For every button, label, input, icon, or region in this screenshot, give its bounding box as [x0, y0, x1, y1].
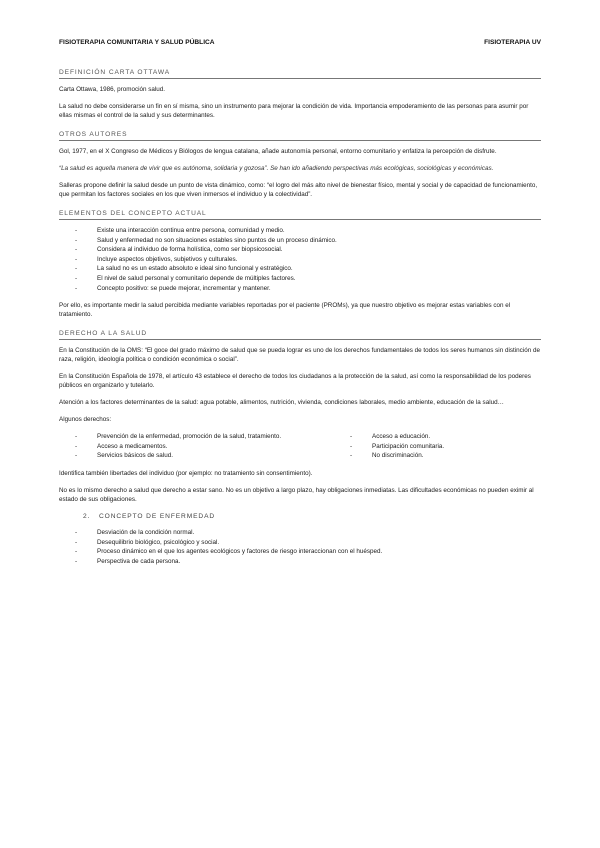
list-item: - Existe una interacción continua entre persona, comunidad y medio.: [75, 226, 541, 236]
rights-columns: [59, 432, 541, 461]
list-item: - No discriminación.: [350, 451, 444, 461]
list-item: - Perspectiva de cada persona.: [75, 557, 541, 567]
paragraph: En la Constitución Española de 1978, el artículo 43 establece el derecho de todos los ciudadanos a la protección de la salud, así como la responsabilidad de los poderes públicos en organizarlo y tutelarlo.: [59, 373, 531, 390]
page-header: [59, 38, 541, 60]
paragraph: Carta Ottawa, 1986, promoción salud.: [59, 86, 166, 93]
list-item: - Concepto positivo: se puede mejorar, incrementar y mantener.: [75, 284, 541, 294]
list-item: - El nivel de salud personal y comunitario depende de múltiples factores.: [75, 274, 541, 284]
section-title-elementos: ELEMENTOS DEL CONCEPTO ACTUAL: [59, 209, 541, 220]
enfermedad-list: [75, 528, 541, 566]
section-heading: CONCEPTO DE ENFERMEDAD: [99, 512, 216, 520]
rights-list-2: [350, 432, 444, 461]
elementos-list: [75, 226, 541, 293]
header-left-title: FISIOTERAPIA COMUNITARIA Y SALUD PÚBLICA: [59, 39, 215, 46]
list-item: - Prevención de la enfermedad, promoción de la salud, tratamiento.: [75, 432, 334, 442]
paragraph: No es lo mismo derecho a salud que derecho a estar sano. No es un objetivo a largo plazo, hay obligaciones inmediatas. Las dificultades económicas no pueden eximir al estado de sus obligaciones.: [59, 486, 534, 503]
section-number: 2.: [83, 512, 91, 520]
paragraph: Identifica también libertades del individuo (por ejemplo: no tratamiento sin consentimiento).: [59, 469, 313, 477]
section-title-derecho: DERECHO A LA SALUD: [59, 329, 541, 340]
list-item: - Incluye aspectos objetivos, subjetivos y culturales.: [75, 255, 541, 265]
list-item: - Servicios básicos de salud.: [75, 451, 334, 461]
rights-intro: Algunos derechos:: [59, 416, 112, 424]
section-title-ottawa: DEFINICIÓN CARTA OTTAWA: [59, 68, 541, 79]
list-item: - Salud y enfermedad no son situaciones estables sino puntos de un proceso dinámico.: [75, 236, 541, 246]
list-item: - Participación comunitaria.: [350, 442, 444, 452]
list-item: - Desequilibrio biológico, psicológico y social.: [75, 538, 541, 548]
paragraph: Atención a los factores determinantes de la salud: agua potable, alimentos, nutrición, vivienda, condiciones laborales, medio ambiente, educación de la salud…: [59, 399, 504, 407]
list-item: - La salud no es un estado absoluto e ideal sino funcional y estratégico.: [75, 264, 541, 274]
list-item: - Acceso a medicamentos.: [75, 442, 334, 452]
list-item: - Proceso dinámico en el que los agentes ecológicos y factores de riesgo interaccionan con el huésped.: [75, 547, 541, 557]
list-item: - Desviación de la condición normal.: [75, 528, 541, 538]
rights-list-1: [75, 432, 334, 461]
section-title-otros-autores: OTROS AUTORES: [59, 130, 541, 141]
header-right-title: FISIOTERAPIA UV: [484, 39, 541, 46]
list-item: - Acceso a educación.: [350, 432, 444, 442]
paragraph: Por ello, es importante medir la salud percibida mediante variables reportadas por el paciente (PROMs), ya que nuestro objetivo es mejorar estas variables con el tratamiento.: [59, 302, 511, 319]
list-item: - Considera al individuo de forma holística, como ser biopsicosocial.: [75, 245, 541, 255]
quote-paragraph: “La salud es aquella manera de vivir que es autónoma, solidaria y gozosa”. Se han ido añadiendo perspectivas más ecológicas, sociológicas y económicas.: [59, 165, 494, 172]
rights-column-2: [334, 432, 444, 461]
paragraph: Gol, 1977, en el X Congreso de Médicos y Biólogos de lengua catalana, añade autonomía personal, entorno comunitario y enfatiza la percepción de disfrute.: [59, 148, 497, 155]
rights-column-1: [59, 432, 334, 461]
paragraph: Salleras propone definir la salud desde un punto de vista dinámico, como: “el logro del más alto nivel de bienestar físico, mental y social y de capacidad de funcionamiento, que permitan los factores sociales en los que viven inmersos el individuo y la colectividad”.: [59, 182, 538, 198]
paragraph: En la Constitución de la OMS: “El goce del grado máximo de salud que se pueda lograr es uno de los derechos fundamentales de todos los seres humanos sin distinción de raza, religión, ideología política o condición económica o social”.: [59, 347, 540, 364]
paragraph: La salud no debe considerarse un fin en sí misma, sino un instrumento para mejorar la condición de vida. Importancia empoderamiento de las personas para asumir por ellas mismas el control de la salud y sus determinantes.: [59, 103, 529, 119]
section-title-enfermedad: [83, 512, 541, 521]
